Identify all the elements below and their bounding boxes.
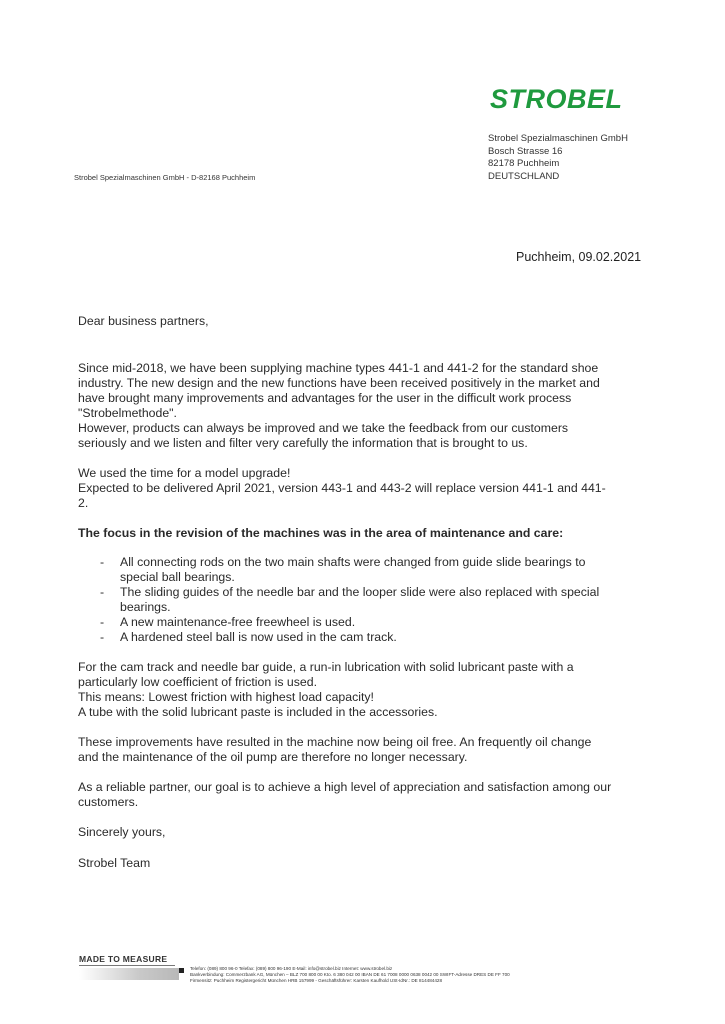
list-item (78, 555, 643, 585)
text-line: and the maintenance of the oil pump are therefore no longer necessary. (78, 750, 468, 764)
text-line: A new maintenance-free freewheel is used. (120, 615, 356, 629)
salutation: Dear business partners, (78, 314, 209, 328)
text-line: industry. The new design and the new functions have been received positively in the market and (78, 376, 600, 390)
text-line: bearings. (120, 600, 171, 614)
footer-line: Bankverbindung: Commerzbank AG, München – BLZ 700 800 00 Kto. 6 380 042 00 IBAN DE 61 7008 0000 0638 0042 00 SWIFT-Adresse DRES DE FF 700 (190, 972, 510, 977)
text-line: For the cam track and needle bar guide, a run-in lubrication with solid lubricant paste with a (78, 660, 574, 674)
bullet-dash: - (100, 555, 105, 569)
signature: Strobel Team (78, 856, 151, 870)
closing: Sincerely yours, (78, 825, 166, 839)
sender-street: Bosch Strasse 16 (488, 145, 563, 157)
text-line: The sliding guides of the needle bar and the looper slide were also replaced with special (120, 585, 600, 599)
paragraph-lubrication (78, 660, 643, 720)
text-line: 2. (78, 496, 89, 510)
text-line: "Strobelmethode". (78, 406, 177, 420)
return-address-line: Strobel Spezialmaschinen GmbH - D-82168 Puchheim (74, 173, 256, 182)
text-line: This means: Lowest friction with highest load capacity! (78, 690, 374, 704)
list-item (78, 615, 643, 630)
paragraph-intro (78, 361, 643, 451)
text-line: These improvements have resulted in the machine now being oil free. An frequently oil change (78, 735, 592, 749)
section-heading: The focus in the revision of the machines was in the area of maintenance and care: (78, 526, 564, 540)
paragraph-oil-free (78, 735, 643, 765)
text-line: All connecting rods on the two main shafts were changed from guide slide bearings to (120, 555, 586, 569)
bullet-dash: - (100, 615, 105, 629)
bullet-dash: - (100, 585, 105, 599)
sender-city: 82178 Puchheim (488, 158, 560, 169)
footer-square-mark (179, 968, 184, 973)
paragraph-upgrade (78, 466, 643, 511)
improvement-list (78, 555, 643, 645)
letter-date: Puchheim, 09.02.2021 (516, 250, 642, 264)
list-item (78, 630, 643, 645)
text-line: special ball bearings. (120, 570, 235, 584)
text-line: As a reliable partner, our goal is to achieve a high level of appreciation and satisfaction among our (78, 780, 612, 794)
paragraph-partner (78, 780, 643, 810)
text-line: However, products can always be improved and we take the feedback from our customers (78, 421, 569, 435)
letter-footer (79, 954, 679, 983)
text-line: We used the time for a model upgrade! (78, 466, 291, 480)
footer-contact-details (190, 966, 670, 984)
footer-slogan: MADE TO MEASURE (79, 954, 175, 966)
list-item (78, 585, 643, 615)
text-line: seriously and we listen and filter very carefully the information that is brought to us. (78, 436, 528, 450)
sender-company: Strobel Spezialmaschinen GmbH (488, 133, 628, 144)
company-logo: STROBEL (490, 84, 623, 114)
bullet-dash: - (100, 630, 105, 644)
sender-country: DEUTSCHLAND (488, 170, 560, 182)
text-line: particularly low coefficient of friction is used. (78, 675, 317, 689)
text-line: customers. (78, 795, 139, 809)
text-line: have brought many improvements and advantages for the user in the difficult work process (78, 391, 572, 405)
letter-body (78, 314, 643, 871)
sender-address (488, 133, 628, 183)
text-line: Expected to be delivered April 2021, version 443-1 and 443-2 will replace version 441-1 and 441- (78, 481, 606, 495)
text-line: A hardened steel ball is now used in the cam track. (120, 630, 397, 644)
footer-line: Firmensitz: Puchheim Registergericht München HRB 157999 - Geschäftsführer: Karsten Kaufhold USt-IdNr.: DE 814484428 (190, 978, 443, 983)
text-line: Since mid-2018, we have been supplying machine types 441-1 and 441-2 for the standard shoe (78, 361, 599, 375)
footer-gradient-bar (79, 968, 179, 980)
footer-line: Telefon: (089) 800 96-0 Telefax: (089) 800 96-190 E-Mail: info@strobel.biz Internet: www.strobel.biz (190, 966, 393, 971)
text-line: A tube with the solid lubricant paste is included in the accessories. (78, 705, 438, 719)
